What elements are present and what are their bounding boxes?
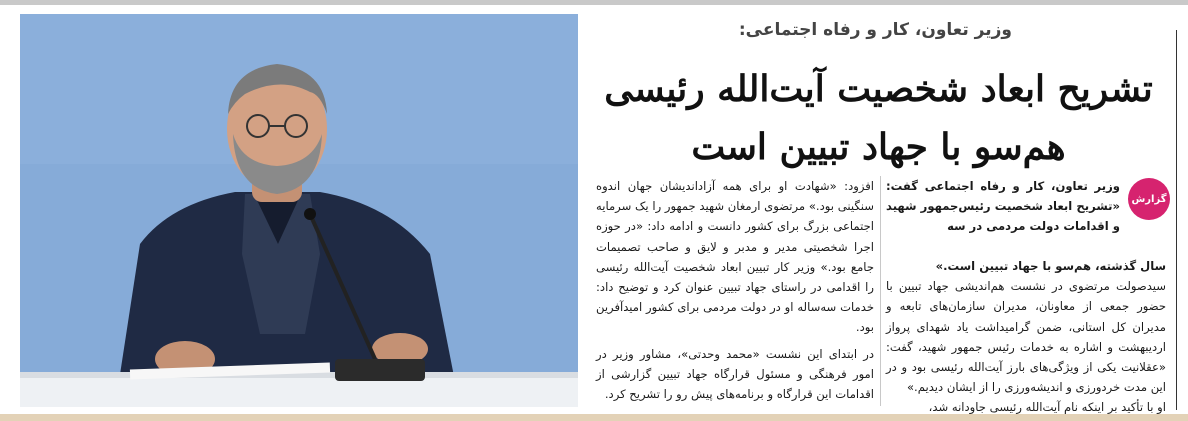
right-column-body (886, 256, 1166, 418)
headline (596, 60, 1161, 176)
section-badge: گزارش (1128, 178, 1170, 220)
column-divider (880, 176, 881, 406)
headline-line-2: هم‌سو با جهاد تبیین است (691, 126, 1066, 168)
bottom-border (0, 414, 1188, 421)
page-edge-strip (1176, 30, 1188, 410)
lead-continuation: سال گذشته، هم‌سو با جهاد تبیین است.» (935, 259, 1166, 273)
top-border (0, 0, 1188, 5)
speaker-illustration (20, 14, 578, 407)
kicker: وزیر تعاون، کار و رفاه اجتماعی: (738, 20, 1012, 40)
lead-paragraph: وزیر تعاون، کار و رفاه اجتماعی گفت: «تشریح ابعاد شخصیت رئیس‌جمهور شهید و اقدامات دولت مردمی در سه (886, 179, 1120, 234)
lead-column (886, 176, 1120, 237)
article-photo (20, 14, 578, 407)
body-paragraph-tail: او با تأکید بر اینکه نام آیت‌الله رئیسی جاودانه شد، (928, 400, 1166, 415)
body-paragraph-1: سیدصولت مرتضوی در نشست هم‌اندیشی جهاد تبیین با حضور جمعی از معاونان، مدیران سازمان‌های تابعه و مدیران کل استانی، ضمن گرامیداشت یاد شهدای پرواز اردیبهشت و اشاره به خدمات رئیس جمهور شهید، گفت: «عقلانیت یکی از ویژگی‌های بارز آیت‌الله رئیسی بود و در این مدت خردورزی و اندیشه‌ورزی را از ایشان دیدیم.» (886, 279, 1166, 395)
body-paragraph-2: افزود: «شهادت او برای همه آزاداندیشان جهان اندوه سنگینی بود.» مرتضوی ارمغان شهید جمهور را یک سرمایه اجتماعی بزرگ برای کشور دانست و ادامه داد: «در حوزه اجرا شخصیتی مدیر و مدبر و لایق و صاحب تصمیمات جامع بود.» وزیر کار تبیین ابعاد شخصیت آیت‌الله رئیسی را اقدامی در راستای جهاد تبیین عنوان کرد و توضیح داد: خدمات سه‌ساله او در دولت مردمی برای کشور امیدآفرین بود. (596, 179, 874, 335)
headline-line-1: تشریح ابعاد شخصیت آیت‌الله رئیسی (604, 68, 1153, 110)
middle-column (596, 176, 874, 404)
body-paragraph-3: در ابتدای این نشست «محمد وحدتی»، مشاور وزیر در امور فرهنگی و مسئول قرارگاه جهاد تبیین گزارشی از اقدامات این قرارگاه و برنامه‌های پیش رو را تشریح کرد. (596, 346, 874, 402)
